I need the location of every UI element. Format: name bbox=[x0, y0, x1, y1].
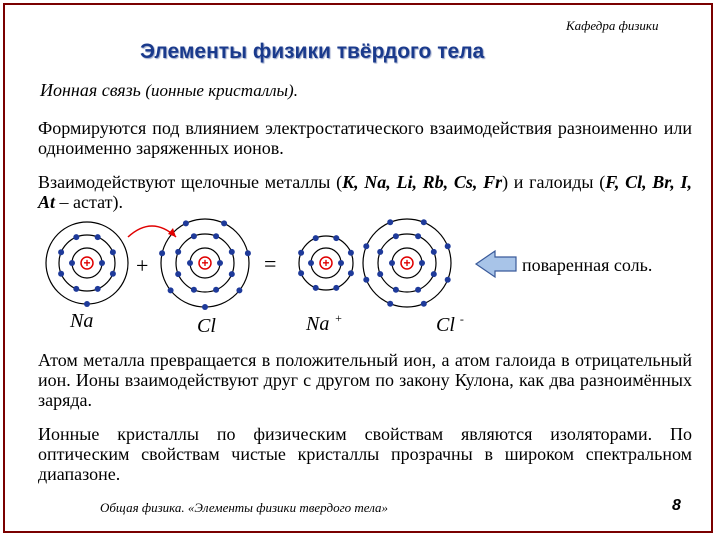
electron-dot bbox=[73, 234, 79, 240]
subtitle bbox=[40, 80, 298, 101]
electron-dot bbox=[187, 260, 193, 266]
electron-dot bbox=[421, 301, 427, 307]
electron-dot bbox=[333, 235, 339, 241]
electron-dot bbox=[415, 287, 421, 293]
label-na-atom: Na bbox=[70, 310, 94, 332]
electron-dot bbox=[110, 249, 116, 255]
electron-dot bbox=[377, 271, 383, 277]
electron-dot bbox=[393, 287, 399, 293]
na-ion bbox=[298, 235, 354, 291]
electron-dot bbox=[110, 271, 116, 277]
electron-dot bbox=[333, 285, 339, 291]
electron-dot bbox=[168, 287, 174, 293]
electron-transfer-arrow bbox=[128, 226, 176, 237]
department-label: Кафедра физики bbox=[566, 18, 659, 33]
electron-dot bbox=[245, 250, 251, 256]
electron-dot bbox=[338, 260, 344, 266]
nucleus-symbol: + bbox=[201, 256, 209, 270]
electron-dot bbox=[298, 250, 304, 256]
electron-dot bbox=[308, 260, 314, 266]
electron-dot bbox=[229, 249, 235, 255]
p2-start: Взаимодействуют щелочные металлы ( bbox=[38, 172, 343, 192]
label-cl-ion bbox=[436, 314, 464, 337]
electron-dot bbox=[229, 271, 235, 277]
electron-dot bbox=[313, 285, 319, 291]
electron-dot bbox=[313, 235, 319, 241]
electron-dot bbox=[183, 220, 189, 226]
electron-dot bbox=[202, 304, 208, 310]
footer-course: Общая физика. «Элементы физики твердого тела» bbox=[100, 500, 389, 515]
na-atom bbox=[46, 222, 128, 307]
electron-dot bbox=[213, 233, 219, 239]
nucleus-symbol: + bbox=[83, 256, 91, 270]
subtitle-main: Ионная связь bbox=[40, 80, 141, 100]
plus-sign: + bbox=[136, 253, 149, 278]
electron-dot bbox=[348, 270, 354, 276]
subtitle-paren: (ионные кристаллы). bbox=[145, 81, 298, 100]
electron-dot bbox=[99, 260, 105, 266]
electron-dot bbox=[387, 219, 393, 225]
electron-dot bbox=[419, 260, 425, 266]
paragraph-formation: Формируются под влиянием электростатического взаимодействия разноименно или одноименно заряженных ионов. bbox=[38, 118, 692, 158]
p2-halogens: F, Cl, Br, I, At bbox=[38, 172, 692, 212]
electron-dot bbox=[363, 277, 369, 283]
electron-dot bbox=[348, 250, 354, 256]
cl-ion-charge: - bbox=[459, 312, 464, 326]
equals-sign: = bbox=[264, 251, 277, 276]
electron-dot bbox=[363, 243, 369, 249]
electron-dot bbox=[95, 286, 101, 292]
electron-dot bbox=[191, 287, 197, 293]
p2-mid: ) и галоиды ( bbox=[502, 172, 606, 192]
label-na-ion bbox=[306, 313, 342, 336]
electron-dot bbox=[421, 219, 427, 225]
page-title: Элементы физики твёрдого тела bbox=[140, 40, 485, 63]
electron-dot bbox=[217, 260, 223, 266]
cl-ion bbox=[363, 219, 451, 307]
electron-dot bbox=[175, 249, 181, 255]
electron-dot bbox=[445, 243, 451, 249]
electron-dot bbox=[377, 249, 383, 255]
electron-dot bbox=[58, 271, 64, 277]
paragraph-interaction bbox=[38, 172, 692, 212]
electron-dot bbox=[389, 260, 395, 266]
page-number: 8 bbox=[672, 497, 681, 514]
nucleus-symbol: + bbox=[322, 256, 330, 270]
pointing-arrow-icon bbox=[476, 251, 516, 277]
electron-dot bbox=[213, 287, 219, 293]
salt-label: поваренная соль. bbox=[522, 255, 653, 275]
electron-dot bbox=[95, 234, 101, 240]
cl-ion-symbol: Cl bbox=[436, 314, 455, 336]
electron-dot bbox=[387, 301, 393, 307]
p2-end: – астат). bbox=[55, 192, 123, 212]
paragraph-crystal-properties: Ионные кристаллы по физическим свойствам являются изоляторами. По оптическим свойствам чистые кристаллы прозрачны в широком спектральном диапазоне. bbox=[38, 424, 692, 484]
electron-dot bbox=[236, 287, 242, 293]
electron-dot bbox=[445, 277, 451, 283]
electron-dot bbox=[393, 233, 399, 239]
electron-dot bbox=[58, 249, 64, 255]
electron-dot bbox=[221, 220, 227, 226]
electron-dot bbox=[69, 260, 75, 266]
label-cl-atom: Cl bbox=[197, 315, 216, 337]
electron-dot bbox=[431, 271, 437, 277]
electron-dot bbox=[73, 286, 79, 292]
electron-dot bbox=[298, 270, 304, 276]
electron-dot bbox=[159, 250, 165, 256]
electron-dot bbox=[431, 249, 437, 255]
electron-dot bbox=[415, 233, 421, 239]
nucleus-symbol: + bbox=[403, 256, 411, 270]
na-ion-charge: + bbox=[334, 311, 343, 325]
electron-dot bbox=[175, 271, 181, 277]
p2-metals: K, Na, Li, Rb, Cs, Fr bbox=[342, 172, 503, 192]
electron-dot bbox=[191, 233, 197, 239]
electron-dot bbox=[84, 301, 90, 307]
na-ion-symbol: Na bbox=[306, 313, 330, 335]
paragraph-ion-formation: Атом металла превращается в положительный ион, а атом галоида в отрицательный ион. Ионы взаимодействуют друг с другом по закону Кулона, как два разноимённых заряда. bbox=[38, 350, 692, 410]
